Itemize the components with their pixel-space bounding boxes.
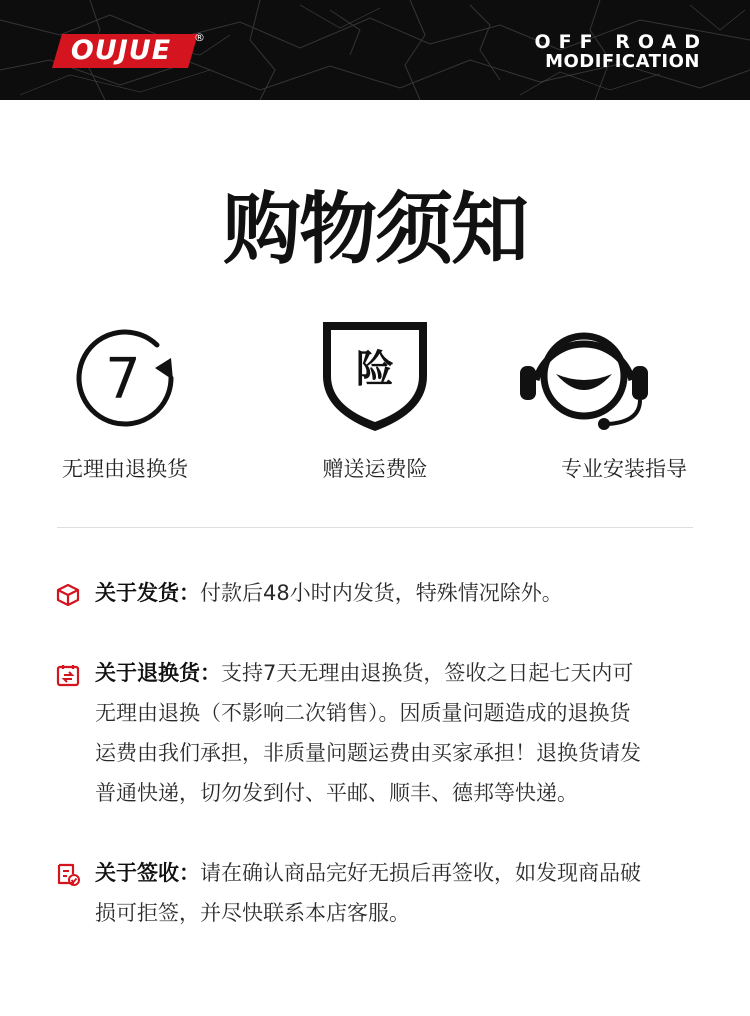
note-return-exchange <box>55 653 700 813</box>
note-shipping-text <box>95 573 695 613</box>
brand-logo[interactable] <box>48 30 204 72</box>
svg-text:险: 险 <box>355 347 395 391</box>
tagline-line-1: OFF ROAD <box>534 31 708 53</box>
insurance-shield-icon <box>315 318 435 438</box>
feature-label-insurance: 赠送运费险 <box>322 457 428 481</box>
customer-service-headset-icon <box>514 318 654 438</box>
brand-name: OUJUE <box>70 35 172 66</box>
tagline-line-2: MODIFICATION <box>545 51 700 72</box>
svg-text:7: 7 <box>105 347 141 412</box>
seven-day-return-icon <box>65 318 185 438</box>
feature-installation-guide <box>524 318 724 481</box>
note-sign-text <box>95 853 695 933</box>
note-shipping <box>55 573 700 613</box>
feature-seven-day-return <box>25 318 225 481</box>
note-line: 支持7天无理由退换货，签收之日起七天内可 <box>221 661 634 685</box>
shipping-box-icon <box>55 582 81 608</box>
note-line: 请在确认商品完好无损后再签收，如发现商品破 <box>200 861 641 885</box>
note-shipping-heading: 关于发货： <box>95 581 200 605</box>
note-line: 运费由我们承担，非质量问题运费由买家承担！退换货请发 <box>95 741 641 765</box>
header-banner <box>0 0 750 100</box>
note-return-text <box>95 653 695 813</box>
sign-receipt-icon <box>55 862 81 888</box>
section-divider <box>57 527 693 528</box>
note-line: 无理由退换（不影响二次销售）。因质量问题造成的退换货 <box>95 701 631 725</box>
registered-mark: ® <box>194 31 205 44</box>
page-title: 购物须知 <box>222 185 527 275</box>
note-line: 损可拒签，并尽快联系本店客服。 <box>95 901 410 925</box>
note-sign-receipt <box>55 853 700 933</box>
note-return-heading: 关于退换货： <box>95 661 221 685</box>
feature-label-return: 无理由退换货 <box>62 457 188 481</box>
note-line: 普通快递，切勿发到付、平邮、顺丰、德邦等快递。 <box>95 781 578 805</box>
return-exchange-icon <box>55 662 81 688</box>
feature-label-installation: 专业安装指导 <box>561 457 687 481</box>
header-tagline <box>520 31 708 72</box>
feature-shipping-insurance <box>275 318 475 481</box>
note-line: 付款后48小时内发货，特殊情况除外。 <box>200 581 563 605</box>
note-sign-heading: 关于签收： <box>95 861 200 885</box>
